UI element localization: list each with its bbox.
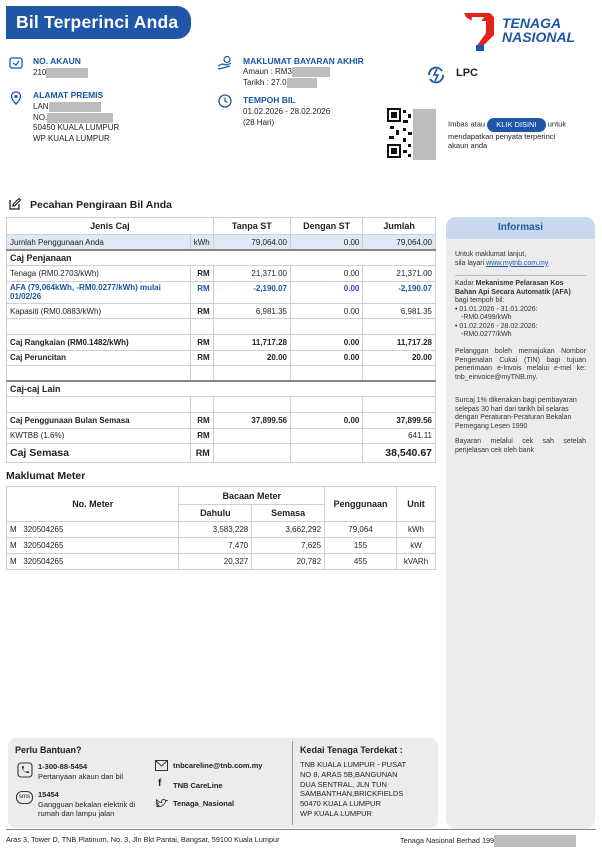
- alamat-line2: NO.: [33, 112, 48, 122]
- row-dengan: 0.00: [291, 235, 363, 251]
- footer-company-text: Tenaga Nasional Berhad 199: [400, 835, 495, 845]
- meter-dahulu: 20,327: [179, 554, 252, 570]
- row-tanpa: 21,371.00: [213, 266, 290, 282]
- alamat-block: [33, 102, 119, 144]
- col-unit: Unit: [397, 487, 436, 522]
- location-icon: [8, 90, 24, 106]
- info-p1-b: sila layari: [455, 259, 485, 267]
- meter-row: [7, 538, 436, 554]
- no-akaun-label: NO. AKAUN: [33, 56, 81, 66]
- row-tanpa: 79,064.00: [213, 235, 290, 251]
- col-bacaan: Bacaan Meter: [179, 487, 325, 505]
- footer: [6, 829, 596, 844]
- table-row: [7, 281, 436, 303]
- lpc-text-before: Imbas atau: [448, 119, 486, 129]
- section-row: [7, 381, 436, 397]
- row-label: Caj Rangkaian (RM0.1482/kWh): [7, 334, 191, 350]
- lpc-text-line2: mendapatkan penyata terperinci: [448, 131, 556, 141]
- meter-header-row: [7, 487, 436, 505]
- info-p2-a: Kadar: [455, 280, 474, 287]
- table-row-total: [7, 444, 436, 463]
- col-dahulu: Dahulu: [179, 505, 252, 522]
- section-penjanaan: Caj Penjanaan: [7, 250, 436, 266]
- row-unit: RM: [190, 281, 213, 303]
- row-tanpa: 6,981.35: [213, 303, 290, 319]
- lpc-icon: [425, 64, 447, 86]
- row-unit: RM: [190, 334, 213, 350]
- sms-desc1: Gangguan bekalan elektrik di: [38, 800, 136, 809]
- no-akaun-value: [33, 68, 88, 79]
- phone-desc: Pertanyaan akaun dan bil: [38, 772, 124, 781]
- divider: [455, 275, 586, 276]
- row-unit: RM: [190, 266, 213, 282]
- table-row: [7, 235, 436, 251]
- row-label: Tenaga (RM0.2703/kWh): [7, 266, 191, 282]
- clock-icon: [217, 93, 233, 109]
- table-row: [7, 412, 436, 428]
- row-unit: RM: [190, 303, 213, 319]
- meter-row: [7, 554, 436, 570]
- row-tanpa: 11,717.28: [213, 334, 290, 350]
- payment-hand-icon: [217, 55, 233, 71]
- row-jumlah: 21,371.00: [363, 266, 436, 282]
- row-jumlah: 37,899.56: [363, 412, 436, 428]
- table-row: [7, 350, 436, 366]
- row-jumlah: -2,190.07: [363, 281, 436, 303]
- informasi-panel: [446, 217, 595, 829]
- info-p5: Bayaran melalui cek sah setelah penjelasan cek oleh bank: [455, 438, 586, 454]
- section-lain: Caj-caj Lain: [7, 381, 436, 397]
- twitter-link[interactable]: Tenaga_Nasional: [173, 799, 235, 808]
- table-row: [7, 266, 436, 282]
- row-jumlah: 79,064.00: [363, 235, 436, 251]
- alamat-line4: WP KUALA LUMPUR: [33, 133, 110, 143]
- table-header: [7, 218, 436, 235]
- meter-prefix: M: [10, 525, 17, 534]
- row-jumlah: 11,717.28: [363, 334, 436, 350]
- tnb-logo: [458, 9, 596, 54]
- info-p2-g: -RM0.0277/kWh: [461, 331, 512, 338]
- row-jumlah: 20.00: [363, 350, 436, 366]
- meter-semasa: 3,662,292: [252, 522, 325, 538]
- redaction: [46, 68, 88, 78]
- sms-icon: sms: [16, 791, 33, 804]
- meter-table: [6, 486, 436, 570]
- meter-number: 320504265: [23, 525, 64, 534]
- row-dengan: 0.00: [291, 412, 363, 428]
- redaction: [292, 67, 330, 77]
- row-dengan: 0.00: [291, 266, 363, 282]
- facebook-link[interactable]: TNB CareLine: [173, 781, 223, 790]
- info-p2: [455, 280, 586, 340]
- row-unit: kWh: [190, 235, 213, 251]
- help-panel: [8, 738, 438, 828]
- help-title: Perlu Bantuan?: [15, 745, 82, 755]
- facebook-icon: f: [158, 778, 162, 789]
- mytnb-link[interactable]: www.mytnb.com.my: [486, 259, 549, 267]
- redaction: [494, 835, 576, 847]
- info-p1-a: Untuk maklumat lanjut,: [455, 251, 527, 258]
- page-title: Bil Terperinci Anda: [6, 6, 191, 39]
- meter-unit: kVARh: [397, 554, 436, 570]
- redaction: [49, 102, 101, 112]
- lpc-text-after: untuk: [547, 119, 567, 129]
- table-row-empty: [7, 319, 436, 335]
- tempoh-block: [243, 107, 330, 128]
- kedai-line: TNB KUALA LUMPUR - PUSAT: [300, 760, 407, 769]
- informasi-title: Informasi: [446, 217, 595, 239]
- edit-icon: [8, 197, 22, 211]
- table-row: [7, 428, 436, 444]
- alamat-line3: 50450 KUALA LUMPUR: [33, 123, 120, 133]
- tempoh-label: TEMPOH BIL: [243, 95, 296, 105]
- tempoh-value: 01.02.2026 - 28.02.2026: [243, 107, 331, 116]
- row-label: Jumlah Penggunaan Anda: [7, 235, 191, 251]
- table-row-empty: [7, 366, 436, 382]
- tnb-logo-icon: [458, 9, 502, 53]
- email-icon: [155, 760, 168, 771]
- brand-line2: NASIONAL: [502, 29, 576, 45]
- kedai-line: NO 8, ARAS 5B,BANGUNAN: [300, 769, 398, 779]
- col-dengan-st: Dengan ST: [291, 218, 363, 235]
- col-no-meter: No. Meter: [7, 487, 179, 522]
- row-dengan: 0.00: [291, 334, 363, 350]
- qr-code[interactable]: [386, 106, 436, 160]
- kedai-line: WP KUALA LUMPUR: [300, 808, 372, 818]
- meter-guna: 155: [325, 538, 397, 554]
- kedai-address: [300, 760, 406, 819]
- meter-no: [7, 538, 179, 554]
- row-unit: RM: [190, 428, 213, 444]
- tempoh-days: (28 Hari): [243, 117, 275, 127]
- row-unit: RM: [190, 412, 213, 428]
- info-p2-f: • 01.02.2026 - 28.02.2026:: [455, 322, 538, 330]
- info-p3: Pelanggan boleh memajukan Nombor Pengenalan Cukai (TIN) bagi tujuan penerimaan e-Invois melalui e-mel ke: tnb_einvoice@myTNB.my.: [455, 348, 586, 381]
- klik-disini-button[interactable]: KLIK DISINI: [487, 118, 545, 132]
- email-link[interactable]: tnbcareline@tnb.com.my: [173, 761, 263, 770]
- brand-line1: TENAGA: [502, 15, 562, 31]
- lpc-text: [448, 118, 596, 151]
- twitter-icon: [155, 798, 168, 809]
- row-label: Caj Peruncitan: [7, 350, 191, 366]
- row-unit: RM: [190, 444, 213, 463]
- info-p2-d: • 01.01.2026 - 31.01.2026:: [455, 305, 538, 313]
- sms-number[interactable]: 15454: [38, 790, 59, 799]
- account-icon: [8, 55, 24, 71]
- table-row: [7, 334, 436, 350]
- info-p2-e: -RM0.0499/kWh: [461, 314, 512, 321]
- bayaran-block: [243, 67, 330, 88]
- row-tanpa: 37,899.56: [213, 412, 290, 428]
- redaction: [287, 78, 317, 88]
- row-jumlah: 38,540.67: [363, 444, 436, 463]
- row-tanpa: 20.00: [213, 350, 290, 366]
- table-row: [7, 303, 436, 319]
- meter-no: [7, 522, 179, 538]
- row-jumlah: 6,981.35: [363, 303, 436, 319]
- meter-semasa: 7,625: [252, 538, 325, 554]
- row-jumlah: 641.11: [363, 428, 436, 444]
- meter-semasa: 20,782: [252, 554, 325, 570]
- row-label: Kapasiti (RM0.0883/kWh): [7, 303, 191, 319]
- row-unit: RM: [190, 350, 213, 366]
- meter-guna: 79,064: [325, 522, 397, 538]
- footer-company: [400, 835, 576, 847]
- sms-desc2: rumah dan lampu jalan: [38, 809, 115, 818]
- alamat-line1: LAN: [33, 102, 49, 112]
- info-p2-c: bagi tempoh bil:: [455, 297, 505, 304]
- row-tanpa: -2,190.07: [213, 281, 290, 303]
- meter-number: 320504265: [23, 541, 64, 550]
- info-p1: [455, 251, 586, 268]
- section-row: [7, 250, 436, 266]
- col-jumlah: Jumlah: [363, 218, 436, 235]
- lpc-text-line3: akaun anda: [448, 141, 488, 150]
- meter-no: [7, 554, 179, 570]
- tarikh-text: Tarikh : 27.0: [243, 77, 287, 87]
- meter-row: [7, 522, 436, 538]
- phone-icon: [17, 762, 33, 778]
- col-jenis-caj: Jenis Caj: [7, 218, 214, 235]
- lpc-label: LPC: [456, 67, 478, 79]
- table-row-empty: [7, 397, 436, 413]
- info-p4: Surcaj 1% dikenakan bagi pembayaran selepas 30 hari dari tarikh bil selaras dengan Peraturan-Peraturan Bekalan Pemegang Lesen 1990: [455, 397, 577, 430]
- row-label: Caj Semasa: [7, 444, 191, 463]
- meter-unit: kWh: [397, 522, 436, 538]
- charges-table: [6, 217, 436, 463]
- help-divider: [292, 741, 293, 825]
- meter-prefix: M: [10, 541, 17, 550]
- row-label: AFA (79,064kWh, -RM0.0277/kWh) mulai 01/02/26: [7, 281, 191, 303]
- col-semasa: Semasa: [252, 505, 325, 522]
- meter-number: 320504265: [23, 557, 64, 566]
- col-penggunaan: Penggunaan: [325, 487, 397, 522]
- row-dengan: 0.00: [291, 303, 363, 319]
- amaun-text: Amaun : RM3: [243, 67, 292, 77]
- kedai-line: 50470 KUALA LUMPUR: [300, 799, 381, 809]
- bayaran-label: MAKLUMAT BAYARAN AKHIR: [243, 56, 364, 66]
- meter-title: Maklumat Meter: [6, 470, 86, 482]
- kedai-line: SAMBANTHAN,BRICKFIELDS: [300, 789, 404, 799]
- no-akaun-text: 210: [33, 68, 47, 78]
- row-label: KWTBB (1.6%): [7, 428, 191, 444]
- phone-number[interactable]: 1-300-88-5454: [38, 762, 88, 771]
- footer-address: Aras 3, Tower D, TNB Platinum, No. 3, Jln Bkt Pantai, Bangsar, 59100 Kuala Lumpur: [6, 835, 280, 844]
- kedai-line: DUA SENTRAL, JLN TUN: [300, 779, 387, 789]
- section-title: Pecahan Pengiraan Bil Anda: [30, 199, 172, 211]
- meter-prefix: M: [10, 557, 17, 566]
- info-p2-b: Mekanisme Pelarasan Kos Bahan Api Secara Automatik (AFA): [455, 280, 571, 296]
- row-dengan: 0.00: [291, 281, 363, 303]
- meter-unit: kW: [397, 538, 436, 554]
- row-label: Caj Penggunaan Bulan Semasa: [7, 412, 191, 428]
- row-dengan: 0.00: [291, 350, 363, 366]
- col-tanpa-st: Tanpa ST: [213, 218, 290, 235]
- meter-dahulu: 3,583,228: [179, 522, 252, 538]
- meter-dahulu: 7,470: [179, 538, 252, 554]
- redaction: [47, 113, 113, 123]
- alamat-label: ALAMAT PREMIS: [33, 90, 104, 100]
- meter-guna: 455: [325, 554, 397, 570]
- kedai-title: Kedai Tenaga Terdekat :: [300, 745, 403, 755]
